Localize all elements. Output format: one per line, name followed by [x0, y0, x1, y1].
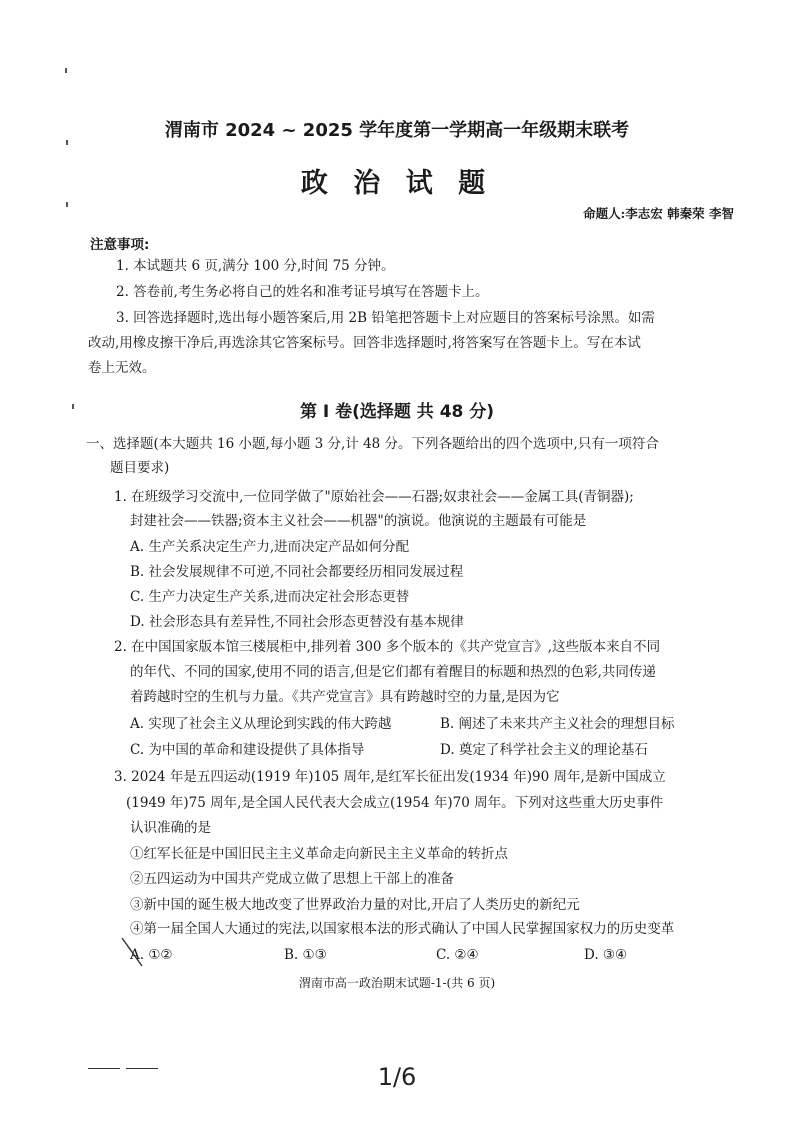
pencil-slash-mark	[120, 936, 146, 970]
question-stem: 的年代、不同的国家,使用不同的语言,但是它们都有着醒目的标题和热烈的色彩,共同传递	[130, 664, 656, 680]
option-b: B. 阐述了未来共产主义社会的理想目标	[440, 716, 675, 732]
option-a: A. ①②	[130, 947, 173, 963]
option-d: D. 社会形态具有差异性,不同社会形态更替没有基本规律	[130, 614, 464, 630]
option-c: C. 为中国的革命和建设提供了具体指导	[130, 742, 365, 758]
option-d: D. 奠定了科学社会主义的理论基石	[440, 742, 648, 758]
question-stem: 着跨越时空的生机与力量。《共产党宣言》具有跨越时空的力量,是因为它	[130, 689, 560, 705]
authors: 命题人:李志宏 韩秦荣 李智	[583, 206, 734, 221]
viewer-page-indicator: 1/6	[377, 1063, 417, 1091]
statement-2: ②五四运动为中国共产党成立做了思想上干部上的准备	[130, 871, 454, 887]
notes-heading: 注意事项:	[90, 237, 150, 253]
option-a: A. 生产关系决定生产力,进而决定产品如何分配	[130, 539, 410, 555]
option-c: C. ②④	[436, 947, 479, 963]
question-stem: (1949 年)75 周年,是全国人民代表大会成立(1954 年)70 周年。下列对这些重大历史事件	[126, 795, 664, 811]
page-footer: 渭南市高一政治期末试题-1-(共 6 页)	[298, 976, 496, 990]
scan-mark	[65, 68, 67, 73]
note-3-line1: 3. 回答选择题时,选出每小题答案后,用 2B 铅笔把答题卡上对应题目的答案标号涂黑。如需	[116, 310, 655, 326]
section-intro-line1: 一、选择题(本大题共 16 小题,每小题 3 分,计 48 分。下列各题给出的四个选项中,只有一项符合	[86, 436, 659, 452]
question-stem: 封建社会——铁器;资本主义社会——机器"的演说。他演说的主题最有可能是	[130, 513, 587, 529]
section-title: 第 I 卷(选择题 共 48 分)	[299, 402, 495, 422]
option-b: B. ①③	[284, 947, 327, 963]
option-c: C. 生产力决定生产关系,进而决定社会形态更替	[130, 589, 410, 605]
option-b: B. 社会发展规律不可逆,不同社会都要经历相同发展过程	[130, 564, 464, 580]
statement-3: ③新中国的诞生极大地改变了世界政治力量的对比,开启了人类历史的新纪元	[130, 897, 580, 913]
scan-mark	[66, 202, 68, 207]
question-stem: 认识准确的是	[130, 820, 211, 836]
option-a: A. 实现了社会主义从理论到实践的伟大跨越	[130, 716, 392, 732]
option-d: D. ③④	[584, 947, 628, 963]
section-intro-line2: 题目要求)	[110, 460, 170, 476]
subject-title: 政 治 试 题	[300, 168, 494, 199]
note-3-line2: 改动,用橡皮擦干净后,再选涂其它答案标号。回答非选择题时,将答案写在答题卡上。写在本试	[88, 335, 641, 351]
statement-4: ④第一届全国人大通过的宪法,以国家根本法的形式确认了中国人民掌握国家权力的历史变革	[130, 921, 675, 937]
exam-title: 渭南市 2024 ~ 2025 学年度第一学期高一年级期末联考	[164, 120, 630, 141]
note-2: 2. 答卷前,考生务必将自己的姓名和准考证号填写在答题卡上。	[116, 284, 489, 300]
question-stem: 1. 在班级学习交流中,一位同学做了"原始社会——石器;奴隶社会——金属工具(青铜器);	[114, 489, 634, 505]
statement-1: ①红军长征是中国旧民主主义革命走向新民主主义革命的转折点	[130, 846, 508, 862]
note-3-line3: 卷上无效。	[88, 360, 156, 376]
question-stem: 2. 在中国国家版本馆三楼展柜中,排列着 300 多个版本的《共产党宣言》,这些版本来自不同	[114, 639, 661, 655]
note-1: 1. 本试题共 6 页,满分 100 分,时间 75 分钟。	[116, 258, 395, 274]
question-stem: 3. 2024 年是五四运动(1919 年)105 周年,是红军长征出发(1934 年)90 周年,是新中国成立	[114, 769, 666, 785]
